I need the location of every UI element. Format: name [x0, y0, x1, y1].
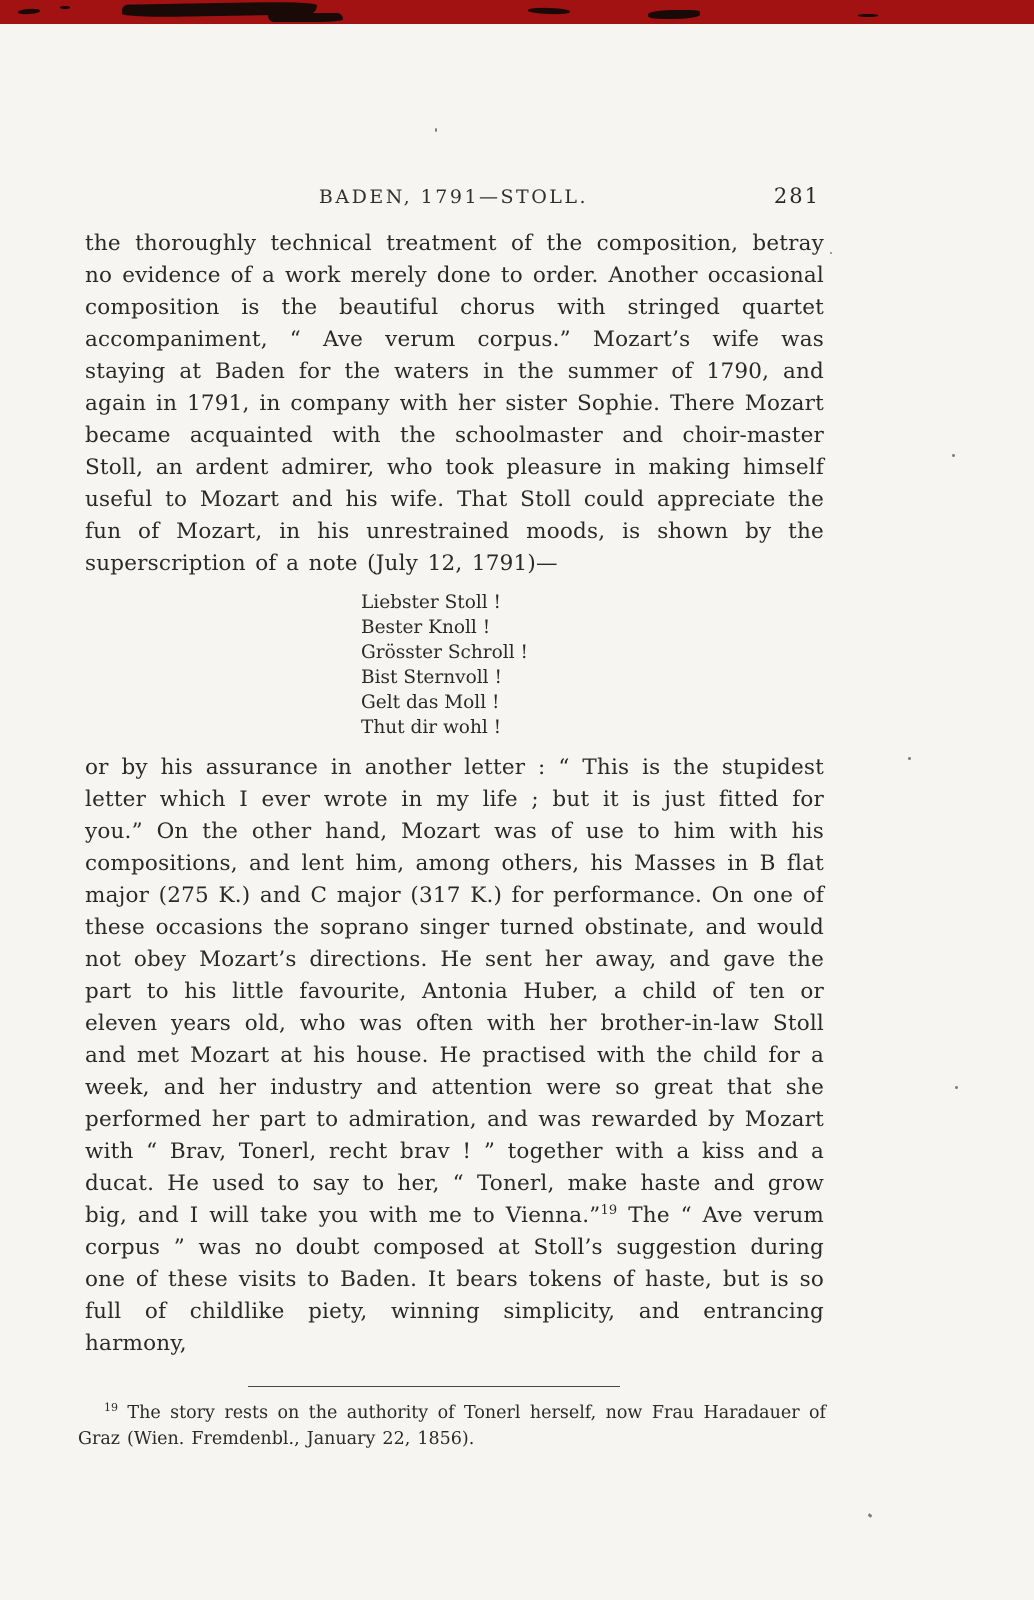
scan-speck	[908, 757, 911, 760]
ink-smudge	[18, 8, 40, 15]
scan-speck	[830, 252, 832, 254]
footnote-reference: 19	[600, 1202, 618, 1218]
ink-smudge	[858, 14, 878, 17]
paragraph: the thoroughly technical treatment of the composition, betray no evidence of a work merely done to order. Another occasional composition is the beautiful chorus with stringed quartet accompaniment, “ Ave verum corpus.” Mozart’s wife was staying at Baden for the waters in the summer of 1790, and again in 1791, in company with her sister Sophie. There Mozart became acquainted with the schoolmaster and choir-master Stoll, an ardent admirer, who took pleasure in making himself useful to Mozart and his wife. That Stoll could appreciate the fun of Mozart, in his unrestrained moods, is shown by the superscription of a note (July 12, 1791)—	[85, 231, 824, 576]
verse-line: Liebster Stoll !	[361, 592, 501, 613]
verse-line: Thut dir wohl !	[361, 717, 502, 738]
page-body	[85, 228, 824, 1360]
verse-line: Gelt das Moll !	[361, 692, 500, 713]
paragraph-text: The “ Ave verum corpus ” was no doubt composed at Stoll’s suggestion during one of these visits to Baden. It bears tokens of haste, but is so full of childlike piety, winning simplicity, and entrancing harmony,	[85, 1203, 824, 1356]
verse-line: Grösster Schroll !	[361, 642, 528, 663]
ink-smudge	[60, 6, 70, 9]
ink-smudge	[268, 13, 343, 22]
footnote-text: The story rests on the authority of Tonerl herself, now Frau Haradauer of Graz (Wien. Fremdenbl., January 22, 1856).	[78, 1403, 826, 1449]
ink-smudge	[648, 10, 700, 19]
paragraph	[85, 752, 824, 1360]
book-page	[0, 24, 1034, 1600]
scan-speck	[868, 1513, 873, 1518]
page-header	[85, 186, 822, 216]
footnote-rule	[248, 1386, 620, 1387]
page-number: 281	[773, 184, 820, 208]
verse-block	[361, 590, 824, 740]
paragraph-text: or by his assurance in another letter : “ This is the stupidest letter which I ever wrote in my life ; but it is just fitted for you.” On the other hand, Mozart was of use to him with his compositions, and lent him, among others, his Masses in B flat major (275 K.) and C major (317 K.) for performance. On one of these occasions the soprano singer turned obstinate, and would not obey Mozart’s directions. He sent her away, and gave the part to his little favourite, Antonia Huber, a child of ten or eleven years old, who was often with her brother-in-law Stoll and met Mozart at his house. He practised with the child for a week, and her industry and attention were so great that she performed her part to admiration, and was rewarded by Mozart with “ Brav, Tonerl, recht brav ! ” together with a kiss and a ducat. He used to say to her, “ Tonerl, make haste and grow big, and I will take you with me to Vienna.”	[85, 755, 824, 1228]
scan-artifact-top-bar	[0, 0, 1034, 24]
scan-speck	[952, 454, 955, 457]
verse-line: Bist Sternvoll !	[361, 667, 502, 688]
scan-speck	[435, 128, 437, 132]
footnote-marker: 19	[104, 1401, 118, 1415]
footnote	[78, 1400, 826, 1452]
scan-speck	[955, 1086, 958, 1089]
ink-smudge	[528, 7, 570, 14]
running-head: BADEN, 1791—STOLL.	[318, 186, 589, 208]
verse-line: Bester Knoll !	[361, 617, 491, 638]
